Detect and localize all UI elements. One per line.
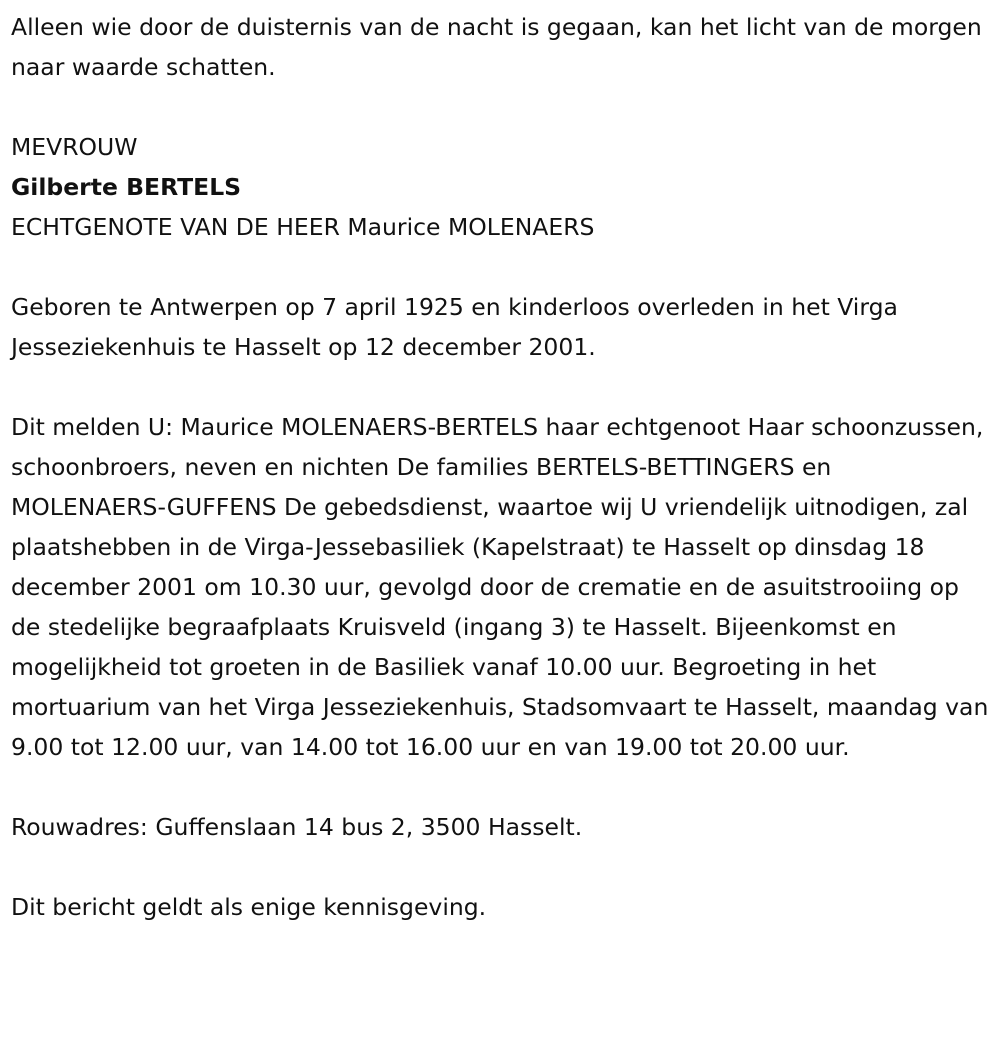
honorific: MEVROUW (11, 133, 138, 161)
spacer (11, 247, 993, 287)
obituary-notice (11, 7, 993, 927)
closing-line: Dit bericht geldt als enige kennisgeving. (11, 893, 487, 921)
spacer (11, 87, 993, 127)
birth-death-paragraph: Geboren te Antwerpen op 7 april 1925 en kinderloos overleden in het Virga Jesseziekenhuis te Hasselt op 12 december 2001. (11, 293, 898, 361)
deceased-name: Gilberte BERTELS (11, 173, 242, 201)
mourning-address: Rouwadres: Guffenslaan 14 bus 2, 3500 Hasselt. (11, 813, 583, 841)
spacer (11, 767, 993, 807)
announcement-paragraph: Dit melden U: Maurice MOLENAERS-BERTELS haar echtgenoot Haar schoonzussen, schoonbroers, neven en nichten De families BERTELS-BETTINGERS en MOLENAERS-GUFFENS De gebedsdienst, waartoe wij U vriendelijk uitnodigen, zal plaatshebben in de Virga-Jessebasiliek (Kapelstraat) te Hasselt op dinsdag 18 december 2001 om 10.30 uur, gevolgd door de crematie en de asuitstrooiing op de stedelijke begraafplaats Kruisveld (ingang 3) te Hasselt. Bijeenkomst en mogelijkheid tot groeten in de Basiliek vanaf 10.00 uur. Begroeting in het mortuarium van het Virga Jesseziekenhuis, Stadsomvaart te Hasselt, maandag van 9.00 tot 12.00 uur, van 14.00 tot 16.00 uur en van 19.00 tot 20.00 uur. (11, 413, 989, 761)
spacer (11, 847, 993, 887)
spouse-line: ECHTGENOTE VAN DE HEER Maurice MOLENAERS (11, 213, 595, 241)
quote-paragraph: Alleen wie door de duisternis van de nacht is gegaan, kan het licht van de morgen naar waarde schatten. (11, 13, 982, 81)
spacer (11, 367, 993, 407)
